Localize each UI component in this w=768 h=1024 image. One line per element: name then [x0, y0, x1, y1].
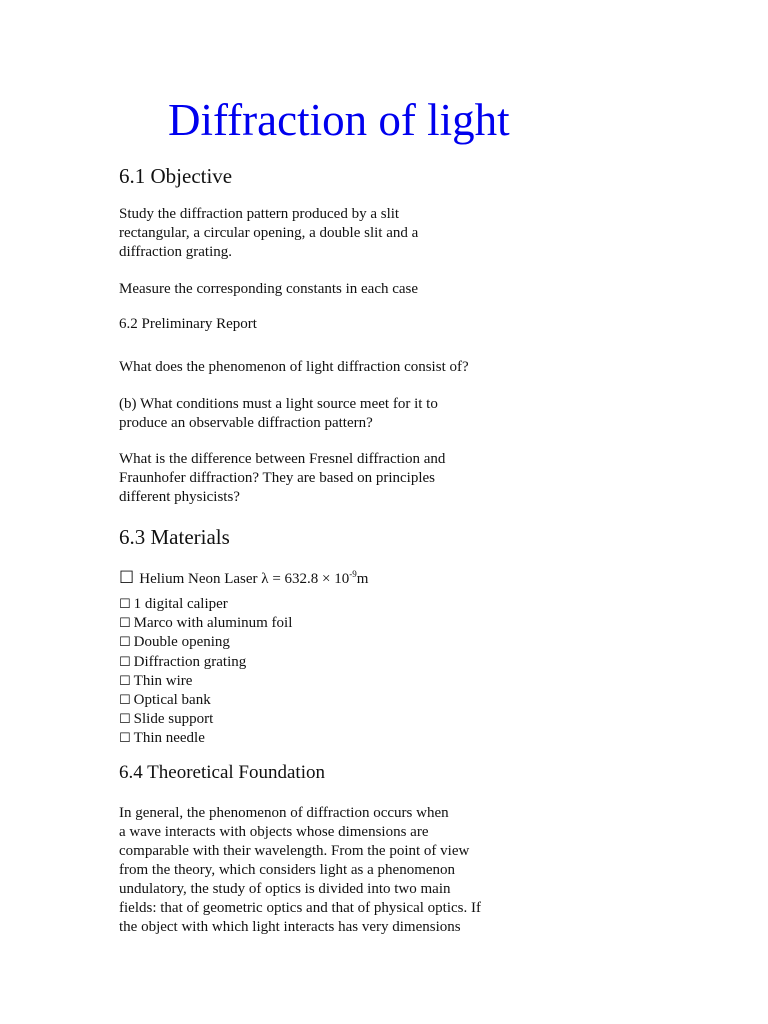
checkbox-icon: ☐: [119, 616, 131, 632]
preliminary-question-3-line-3: different physicists?: [119, 489, 240, 505]
materials-laser-item: [119, 567, 368, 590]
checkbox-icon: ☐: [119, 731, 131, 747]
list-item-label: 1 digital caliper: [133, 596, 228, 612]
preliminary-question-1: What does the phenomenon of light diffraction consist of?: [119, 359, 469, 375]
materials-list: [119, 595, 292, 749]
checkbox-icon: ☐: [119, 635, 131, 651]
laser-exponent: -9: [349, 569, 357, 579]
preliminary-question-3-line-1: What is the difference between Fresnel diffraction and: [119, 451, 446, 467]
laser-text: Helium Neon Laser λ = 632.8 × 10: [139, 571, 350, 587]
list-item-label: Optical bank: [133, 692, 211, 709]
list-item-label: Diffraction grating: [133, 653, 247, 670]
objective-line-2: rectangular, a circular opening, a double slit and a: [119, 225, 419, 241]
theory-line-7: the object with which light interacts has very dimensions: [119, 919, 461, 935]
checkbox-icon: ☐: [119, 597, 131, 612]
list-item: [119, 595, 292, 614]
list-item: [119, 729, 292, 748]
objective-heading: 6.1 Objective: [119, 164, 233, 188]
list-item: [119, 653, 292, 672]
checkbox-icon: ☐: [119, 693, 131, 709]
document-title: Diffraction of light: [168, 95, 510, 145]
theory-line-3: comparable with their wavelength. From the point of view: [119, 843, 470, 859]
list-item: [119, 614, 292, 633]
preliminary-heading: 6.2 Preliminary Report: [119, 316, 257, 332]
list-item-label: Thin wire: [133, 672, 193, 689]
checkbox-icon: ☐: [119, 568, 135, 588]
theory-line-1: In general, the phenomenon of diffraction occurs when: [119, 805, 449, 821]
list-item-label: Double opening: [133, 634, 230, 651]
preliminary-question-2-line-2: produce an observable diffraction pattern?: [119, 415, 373, 431]
list-item: [119, 710, 292, 729]
theory-line-5: undulatory, the study of optics is divided into two main: [119, 881, 451, 897]
theory-line-2: a wave interacts with objects whose dimensions are: [119, 824, 429, 840]
theory-line-4: from the theory, which considers light as a phenomenon: [119, 862, 456, 878]
objective-paragraph-2: Measure the corresponding constants in each case: [119, 281, 419, 297]
checkbox-icon: ☐: [119, 654, 131, 670]
materials-heading: 6.3 Materials: [119, 525, 230, 549]
list-item: [119, 633, 292, 652]
checkbox-icon: ☐: [119, 712, 131, 728]
objective-line-1: Study the diffraction pattern produced by a slit: [119, 206, 400, 222]
checkbox-icon: ☐: [119, 673, 131, 689]
theory-line-6: fields: that of geometric optics and that of physical optics. If: [119, 900, 481, 916]
objective-line-3: diffraction grating.: [119, 244, 233, 260]
laser-unit: m: [356, 571, 369, 587]
list-item-label: Thin needle: [133, 730, 205, 747]
list-item: [119, 672, 292, 691]
list-item: [119, 691, 292, 710]
list-item-label: Marco with aluminum foil: [133, 615, 293, 632]
preliminary-question-3-line-2: Fraunhofer diffraction? They are based on principles: [119, 470, 435, 486]
theory-heading: 6.4 Theoretical Foundation: [119, 762, 325, 783]
list-item-label: Slide support: [133, 711, 214, 728]
preliminary-question-2-line-1: (b) What conditions must a light source meet for it to: [119, 396, 438, 412]
